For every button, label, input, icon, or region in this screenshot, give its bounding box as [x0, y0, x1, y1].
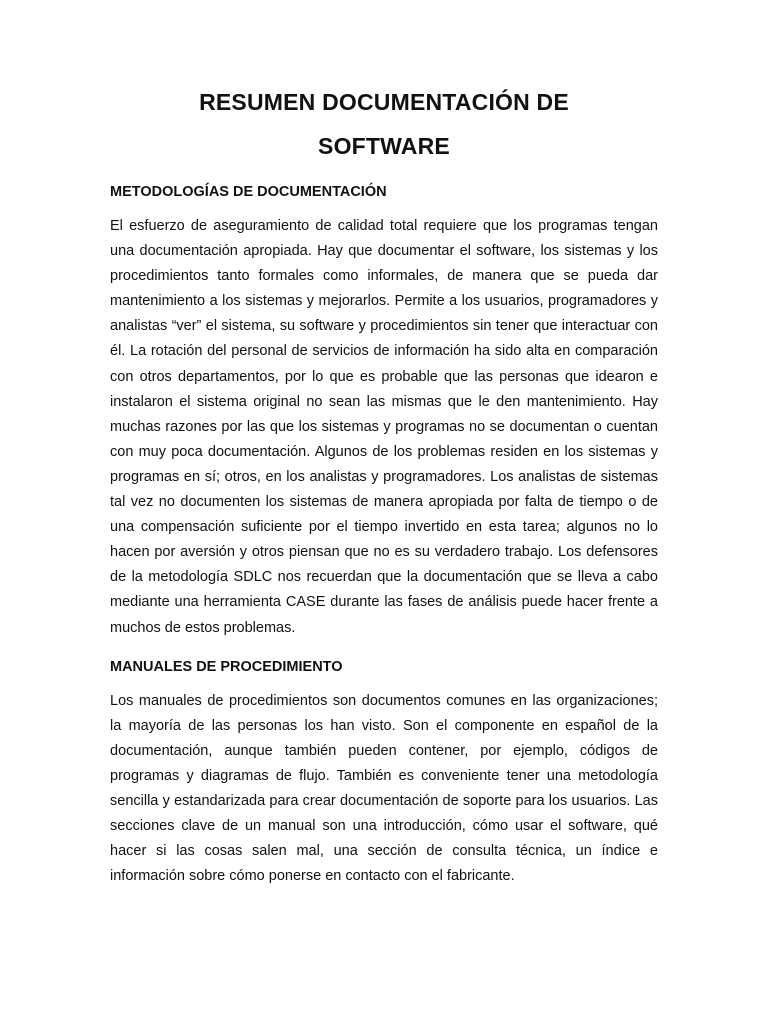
section-paragraph-manuales: Los manuales de procedimientos son documentos comunes en las organizaciones; la mayoría de las personas los han visto. Son el componente en español de la documentación, aunque también pueden contener, por ejemplo, códigos de programas y diagramas de flujo. También es conveniente tener una metodología sencilla y estandarizada para crear documentación de soporte para los usuarios. Las secciones clave de un manual son una introducción, cómo usar el software, qué hacer si las cosas salen mal, una sección de consulta técnica, un índice e información sobre cómo ponerse en contacto con el fabricante. [110, 692, 658, 885]
section-heading-manuales: MANUALES DE PROCEDIMIENTO [110, 658, 343, 675]
document-page [110, 80, 658, 889]
document-title-line-1: RESUMEN DOCUMENTACIÓN DE [199, 89, 569, 115]
document-title-line-2: SOFTWARE [318, 133, 450, 159]
section-heading-metodologias: METODOLOGÍAS DE DOCUMENTACIÓN [110, 184, 387, 200]
document-title [110, 80, 658, 168]
section-paragraph-metodologias: El esfuerzo de aseguramiento de calidad total requiere que los programas tengan una documentación apropiada. Hay que documentar el software, los sistemas y los procedimientos tanto formales como informales, de manera que se pueda dar mantenimiento a los sistemas y mejorarlos. Permite a los usuarios, programadores y analistas “ver” el sistema, su software y procedimientos sin tener que interactuar con él. La rotación del personal de servicios de información ha sido alta en comparación con otros departamentos, por lo que es probable que las personas que idearon e instalaron el sistema original no sean las mismas que le den mantenimiento. Hay muchas razones por las que los sistemas y programas no se documentan o cuentan con muy poca documentación. Algunos de los problemas residen en los sistemas y programas en sí; otros, en los analistas y programadores. Los analistas de sistemas tal vez no documenten los sistemas de manera apropiada por falta de tiempo o de una compensación suficiente por el tiempo invertido en esta tarea; algunos no lo hacen por aversión y otros piensan que no es su verdadero trabajo. Los defensores de la metodología SDLC nos recuerdan que la documentación que se lleva a cabo mediante una herramienta CASE durante las fases de análisis puede hacer frente a muchos de estos problemas. [110, 218, 658, 636]
